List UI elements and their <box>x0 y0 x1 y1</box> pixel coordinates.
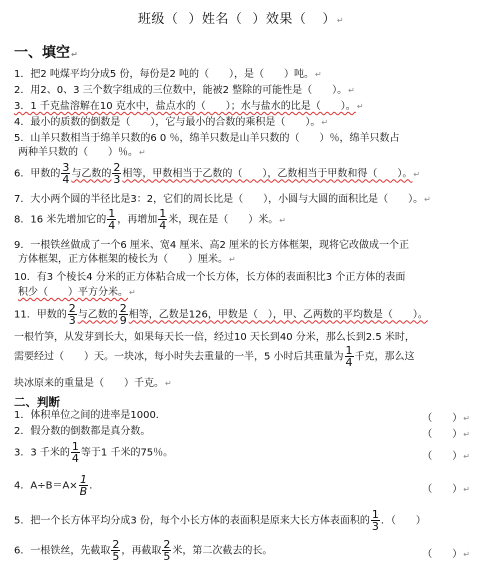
name-label: ）姓名（ <box>188 12 243 27</box>
question-12-line-3: 块冰原来的重量是（ ）千克。↵ <box>14 378 172 389</box>
fraction: $\frac{2}{9}$ <box>119 302 127 327</box>
class-label: 班级（ <box>137 12 179 27</box>
question-6: 6．甲数的 $\frac{3}{4}$ 与乙数的 $\frac{2}{3}$ 相等，甲数相当于乙数的（ ），乙数相当于甲数和得（ ）。↵ <box>14 161 421 186</box>
return-mark-icon: ↵ <box>356 102 364 111</box>
judge-2-answer-box[interactable]: （ ）↵ <box>422 429 470 440</box>
fraction: $\frac{1}{4}$ <box>71 440 79 465</box>
judge-3-answer-box[interactable]: （ ）↵ <box>422 451 470 462</box>
judge-3: 3．3 千米的 $\frac{1}{4}$ 等于1 千米的75％。 <box>14 440 174 465</box>
section-title-judgement: 二、判断 <box>14 395 60 409</box>
return-mark-icon: ↵ <box>321 118 329 127</box>
fraction: $\frac{1}{4}$ <box>159 207 167 232</box>
return-mark-icon: ↵ <box>348 86 355 95</box>
question-9-line-2: 方体框架，正方体框架的棱长为（ ）厘米。↵ <box>18 254 236 265</box>
question-3: 3．1 千克盐溶解在10 克水中，盐点水的（ ）；水与盐水的比是（ ）。↵ <box>14 101 364 112</box>
question-4: 4．最小的质数的倒数是（ ），它与最小的合数的乘积是（ ）。↵ <box>14 117 329 128</box>
question-1: 1．把2 吨煤平均分成5 份，每份是2 吨的（ ），是（ ）吨。↵ <box>14 69 322 80</box>
judge-5: 5．把一个长方体平均分成3 份，每个小长方体的表面积是原来大长方体表面积的 $\frac{1}{3}$ ．（ ） <box>14 508 426 533</box>
header-line <box>0 8 482 27</box>
question-11: 11．甲数的 $\frac{2}{3}$ 与乙数的 $\frac{2}{9}$ 相等，乙数是126，甲数是（ ），甲、乙两数的平均数是（ ）。 <box>14 302 428 327</box>
judge-1-answer-box[interactable]: （ ）↵ <box>422 413 470 424</box>
fraction: $\frac{2}{3}$ <box>113 161 121 186</box>
return-mark-icon: ↵ <box>279 215 286 225</box>
fraction: $\frac{3}{4}$ <box>62 161 70 186</box>
question-12-line-1: 一根竹笋，从发芽到长大，如果每天长一倍，经过10 天长到40 分米，那么长到2.5 米时， <box>14 332 415 343</box>
fraction: $\frac{2}{5}$ <box>112 538 120 563</box>
return-mark-icon: ↵ <box>129 288 136 297</box>
question-9-line-1: 9．一根铁丝做成了一个6 厘米、宽4 厘米、高2 厘米的长方体框架，现将它改做成一个正 <box>14 240 409 251</box>
fraction: $\frac{1}{4}$ <box>345 344 353 369</box>
return-mark-icon: ↵ <box>424 195 431 204</box>
return-mark-icon: ↵ <box>165 379 172 388</box>
question-5-line-2: 两种羊只数的（ ）％。↵ <box>18 147 146 158</box>
judge-2: 2．假分数的倒数都是真分数。 <box>14 426 151 437</box>
return-mark-icon: ↵ <box>71 50 78 59</box>
return-mark-icon: ↵ <box>413 169 421 179</box>
judge-4: 4．A÷B＝A× $\frac{1}{B}$ ． <box>14 473 100 498</box>
return-mark-icon: ↵ <box>229 255 236 264</box>
fraction: $\frac{1}{3}$ <box>371 508 379 533</box>
question-7: 7．大小两个圆的半径比是3：2，它们的周长比是（ ），小圆与大圆的面积比是（ ）。↵ <box>14 194 431 205</box>
return-mark-icon: ↵ <box>139 148 146 157</box>
question-2: 2．用2、0、3 三个数字组成的三位数中，能被2 整除的可能性是（ ）。↵ <box>14 85 355 96</box>
return-mark-icon: ↵ <box>336 16 345 25</box>
judge-1: 1．体积单位之间的进率是1000． <box>14 410 166 421</box>
judge-6-answer-box[interactable]: （ ）↵ <box>422 549 470 560</box>
return-mark-icon: ↵ <box>315 70 322 79</box>
score-label: ）效果（ <box>252 12 307 27</box>
question-12-line-2: 需要经过（ ）天。一块冰，每小时失去重量的一半，5 小时后其重量为 $\frac{1}{4}$ 千克，那么这 <box>14 344 415 369</box>
header-close: ） <box>322 12 336 27</box>
section-title-fill-in: 一、填空↵ <box>14 45 78 61</box>
question-10-line-2: 积少（ ）平方分米。↵ <box>18 287 136 298</box>
judge-6: 6．一根铁丝，先截取 $\frac{2}{5}$ ，再截取 $\frac{2}{5}$ 米，第二次截去的长。 <box>14 538 273 563</box>
fraction: $\frac{2}{5}$ <box>163 538 171 563</box>
question-5-line-1: 5．山羊只数相当于绵羊只数的6 0 ％，绵羊只数是山羊只数的（ ）％，绵羊只数占 <box>14 133 400 144</box>
question-8: 8．16 米先增加它的 $\frac{1}{4}$ ，再增加 $\frac{1}{4}$ 米，现在是（ ）米。↵ <box>14 207 286 232</box>
fraction: $\frac{1}{B}$ <box>79 473 88 498</box>
fraction: $\frac{1}{4}$ <box>108 207 116 232</box>
judge-4-answer-box[interactable]: （ ）↵ <box>422 484 470 495</box>
fraction: $\frac{2}{3}$ <box>68 302 76 327</box>
question-10-line-1: 10．有3 个棱长4 分米的正方体粘合成一个长方体，长方体的表面积比3 个正方体的表面 <box>14 272 406 283</box>
